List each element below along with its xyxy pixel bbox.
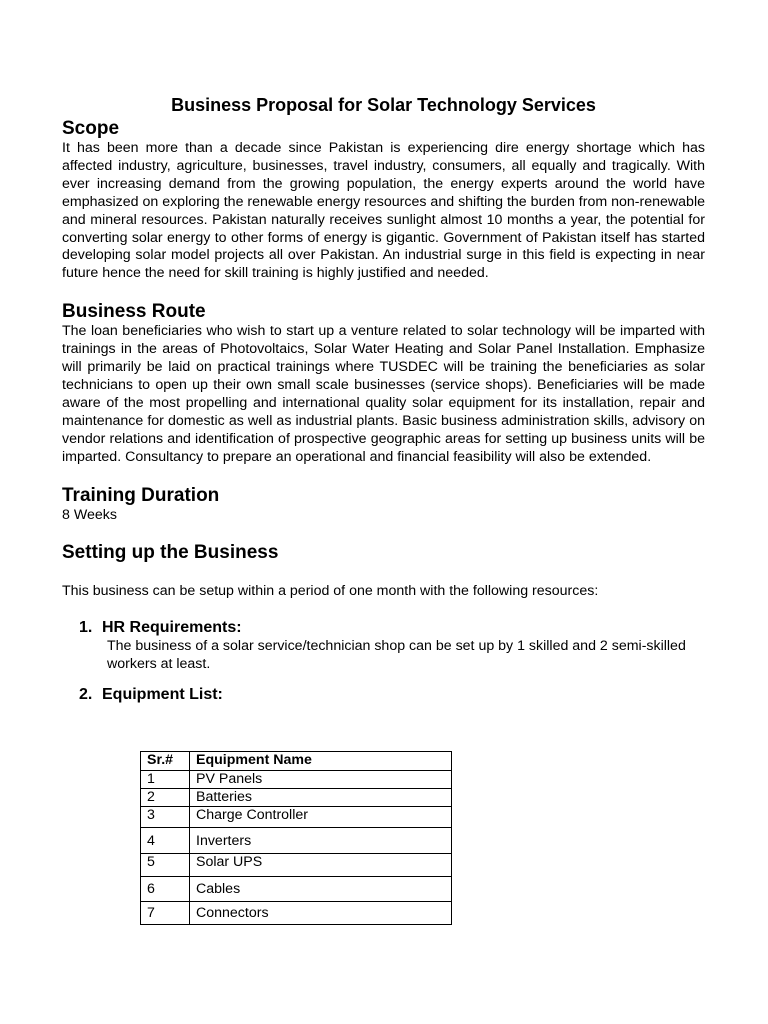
table-cell: PV Panels xyxy=(190,771,452,789)
table-cell: Charge Controller xyxy=(190,807,452,828)
table-header-row xyxy=(141,752,452,771)
training-duration-heading: Training Duration xyxy=(62,484,220,506)
column-header: Equipment Name xyxy=(190,752,452,771)
table-cell: Cables xyxy=(190,877,452,902)
table-row xyxy=(141,789,452,807)
table-cell: 1 xyxy=(141,771,190,789)
table-row xyxy=(141,877,452,902)
table-row xyxy=(141,828,452,854)
scope-heading: Scope xyxy=(62,118,120,139)
scope-paragraph: It has been more than a decade since Pakistan is experiencing dire energy shortage which has affected industry, agriculture, businesses, travel industry, consumers, all equally and tragically. With ever increasing demand from the growing population, the energy experts around the world have emphasized on exploring the renewable energy resources and shifting the burden from non-renewable and mineral resources. Pakistan naturally receives sunlight almost 10 months a year, the potential for converting solar energy to other forms of energy is gigantic. Government of Pakistan itself has started developing solar model projects all over Pakistan. An industrial surge in this field is expecting in near future hence the need for skill training is highly justified and needed. xyxy=(62,140,705,282)
table-cell: 5 xyxy=(141,854,190,877)
hr-requirements-text: The business of a solar service/technician shop can be set up by 1 skilled and 2 semi-skilled workers at least. xyxy=(107,638,686,672)
table-cell: 2 xyxy=(141,789,190,807)
business-route-paragraph: The loan beneficiaries who wish to start up a venture related to solar technology will be imparted with trainings in the areas of Photovoltaics, Solar Water Heating and Solar Panel Installation. Emphasize will primarily be laid on practical trainings where TUSDEC will be training the beneficiaries as solar technicians to open up their own small scale businesses (service shops). Beneficiaries will be made aware of the most propelling and international quality solar equipment for its installation, repair and maintenance for domestic as well as industrial plants. Basic business administration skills, advisory on vendor relations and identification of prospective geographic areas for setting up business units will be imparted. Consultancy to prepare an operational and financial feasibility will also be extended. xyxy=(62,323,705,465)
table-cell: 7 xyxy=(141,902,190,925)
list-heading-text: Equipment List: xyxy=(102,686,223,704)
table-cell: Inverters xyxy=(190,828,452,854)
document-page xyxy=(62,94,705,705)
setting-up-heading: Setting up the Business xyxy=(62,542,279,564)
column-header: Sr.# xyxy=(141,752,190,771)
table-cell: Connectors xyxy=(190,902,452,925)
setting-up-intro: This business can be setup within a period of one month with the following resources: xyxy=(62,583,599,600)
list-number: 1. xyxy=(79,619,93,637)
table-row xyxy=(141,807,452,828)
table-row xyxy=(141,771,452,789)
table-row xyxy=(141,854,452,877)
business-route-heading: Business Route xyxy=(62,301,206,323)
table-cell: Solar UPS xyxy=(190,854,452,877)
list-heading-text: HR Requirements: xyxy=(102,619,242,637)
table-cell: 4 xyxy=(141,828,190,854)
table-cell: 6 xyxy=(141,877,190,902)
equipment-list-heading xyxy=(62,685,705,705)
table-cell: Batteries xyxy=(190,789,452,807)
hr-requirements-heading xyxy=(62,618,705,638)
table-row xyxy=(141,902,452,925)
training-duration-value: 8 Weeks xyxy=(62,506,117,523)
table-cell: 3 xyxy=(141,807,190,828)
document-title: Business Proposal for Solar Technology Services xyxy=(171,95,596,115)
list-number: 2. xyxy=(79,686,93,704)
equipment-table xyxy=(140,751,452,925)
